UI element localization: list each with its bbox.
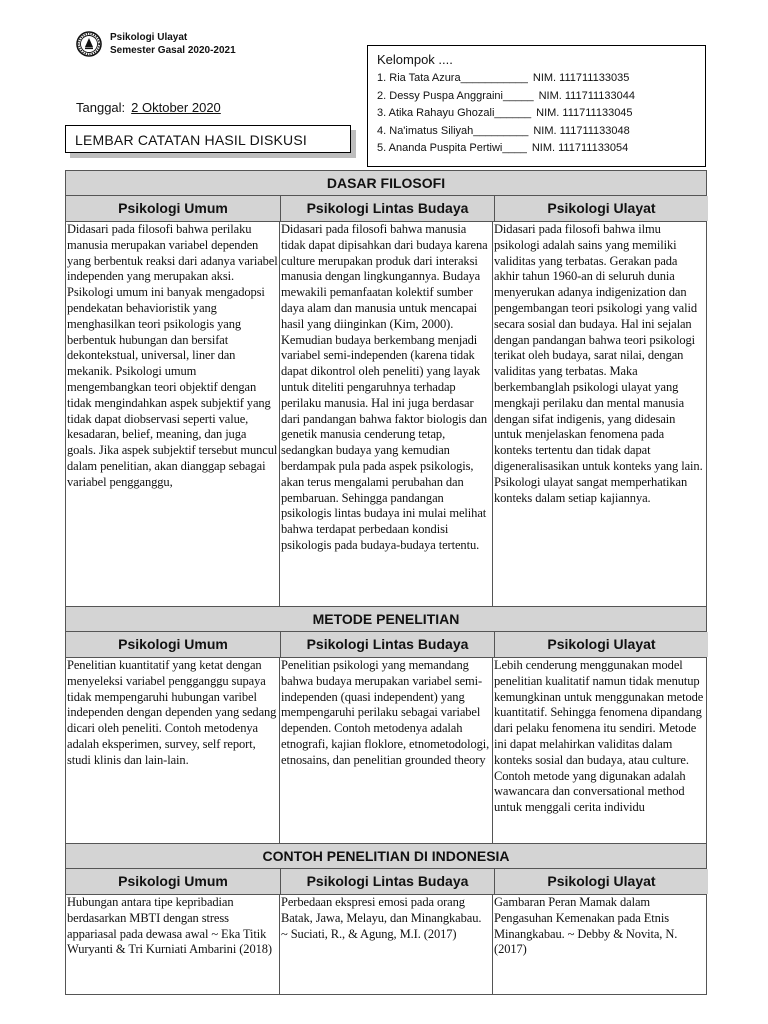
section-title-metode-penelitian: METODE PENELITIAN	[66, 607, 706, 632]
table-row	[66, 895, 706, 994]
date-line	[76, 100, 221, 115]
column-header: Psikologi Lintas Budaya	[281, 869, 495, 894]
member-number: 1.	[377, 72, 387, 84]
table-cell: Lebih cenderung menggunakan model penelitian kualitatif namun tidak menutup kemungkinan untuk menggunakan metode kuantitatif. Sehingga fenomena dipandang dari pelaku fenomena itu sendiri. Metode ini dapat melahirkan validitas dalam konteks sosial dan budaya, atau culture. Contoh metode yang digunakan adalah wawancara dan conversational method untuk menggali cerita individu	[494, 658, 704, 815]
table-row	[66, 658, 706, 844]
member-name: Ananda Puspita Pertiwi____	[388, 142, 527, 154]
column-header: Psikologi Lintas Budaya	[281, 196, 495, 221]
column-header-row	[66, 632, 706, 658]
section-title-dasar-filosofi: DASAR FILOSOFI	[66, 171, 706, 196]
column-header: Psikologi Umum	[66, 632, 281, 657]
column-header-row	[66, 869, 706, 895]
date-value: 2 Oktober 2020	[131, 100, 221, 115]
member-name: Atika Rahayu Ghozali______	[388, 107, 532, 119]
member-row	[377, 105, 705, 123]
document-title: LEMBAR CATATAN HASIL DISKUSI	[65, 125, 351, 153]
member-row	[377, 70, 705, 88]
course-name: Psikologi Ulayat	[110, 32, 188, 43]
member-row	[377, 123, 705, 141]
table-cell: Didasari pada filosofi bahwa perilaku manusia merupakan variabel dependen yang berbentuk reaksi dari adanya variabel independen yang merupakan aksi. Psikologi umum ini banyak mengadopsi pendekatan behavioristik yang menghasilkan teori psikologis yang berbentuk hubungan dan bersifat dekontekstual, universal, liner dan mekanik. Psikologi umum mengembangkan teori objektif dengan tidak mengindahkan aspek subjektif yang tidak dapat diobservasi seperti value, kesadaran, belief, meaning, dan juga goals. Jika aspek subjektif tersebut muncul dalam penelitian, akan dianggap sebagai variabel pengganggu,	[66, 222, 280, 606]
university-seal-icon	[76, 31, 102, 57]
member-name: Dessy Puspa Anggraini_____	[389, 89, 534, 102]
date-label: Tanggal:	[76, 100, 126, 115]
table-cell: Penelitian psikologi yang memandang bahwa budaya merupakan variabel semi-independen (quasi independent) yang mempengaruhi perilaku sebagai variabel dependen. Contoh metodenya adalah etnografi, kajian floklore, etnometodologi, etnosains, dan penelitian grounded theory	[280, 658, 493, 843]
table-cell: Perbedaan ekspresi emosi pada orang Batak, Jawa, Melayu, dan Minangkabau. ~ Suciati, R., & Agung, M.I. (2017)	[280, 895, 493, 994]
table-row	[66, 222, 706, 607]
column-header: Psikologi Umum	[66, 869, 281, 894]
table-cell: Didasari pada filosofi bahwa ilmu psikologi adalah sains yang memiliki validitas yang terbatas. Gerakan pada akhir tahun 1960-an di seluruh dunia menyerukan adanya indigenization dan pengembangan teori psikologi yang valid secara sosial dan budaya. Hal ini sejalan dengan pandangan bahwa teori psikologi terikat oleh budaya, sarat nilai, dengan validitas yang terbatas. Maka berkembanglah psikologi ulayat yang mengkaji perilaku dan mental manusia dengan sifat indigenis, yang didesain untuk menjelaskan fenomena pada konteks tertentu dan tidak dapat digeneralisasikan untuk konteks yang lain. Psikologi ulayat sangat memperhatikan konteks dalam setiap kajiannya.	[494, 222, 703, 505]
table-cell: Hubungan antara tipe kepribadian berdasarkan MBTI dengan stress appariasal pada dewasa awal ~ Eka Titik Wuryanti & Tri Kurniati Ambarini (2018)	[66, 895, 280, 994]
section-title-contoh-penelitian: CONTOH PENELITIAN DI INDONESIA	[66, 844, 706, 869]
column-header-row	[66, 196, 706, 222]
member-row	[377, 88, 705, 106]
column-header: Psikologi Ulayat	[495, 196, 708, 221]
semester-label: Semester Gasal 2020-2021	[110, 45, 236, 56]
member-number: 2.	[377, 89, 387, 102]
table-cell: Gambaran Peran Mamak dalam Pengasuhan Kemenakan pada Etnis Minangkabau. ~ Debby & Novita, N. (2017)	[494, 895, 678, 957]
member-nim: NIM. 111711133035	[532, 72, 630, 84]
member-nim: NIM. 111711133045	[536, 107, 633, 119]
member-row	[377, 140, 705, 158]
table-cell: Didasari pada filosofi bahwa manusia tidak dapat dipisahkan dari budaya karena culture merupakan produk dari interaksi manusia dengan lingkungannya. Budaya mewakili pemanfaatan kolektif sumber daya alam dan manusia untuk mencapai hasil yang diinginkan (Kim, 2000). Kemudian budaya berkembang menjadi variabel semi-independen (karena tidak dapat dikontrol oleh peneliti) yang layak untuk diteliti pengaruhnya terhadap perilaku manusia. Hal ini juga berdasar dari pandangan bahwa faktor biologis dan genetik manusia cenderung tetap, sedangkan budaya yang kemudian berdampak pula pada aspek psikologis, akan terus mengalami perubahan dan pembaruan. Sehingga pandangan psikologis lintas budaya ini mulai melihat bahwa terdapat perbedaan kondisi psikologis pada budaya-budaya tertentu.	[280, 222, 493, 606]
column-header: Psikologi Ulayat	[495, 869, 708, 894]
group-members-box	[367, 45, 706, 167]
member-nim: NIM. 111711133044	[538, 89, 635, 102]
member-nim: NIM. 111711133048	[533, 124, 630, 137]
member-number: 4.	[377, 124, 387, 137]
member-name: Ria Tata Azura___________	[389, 72, 528, 84]
group-title: Kelompok ....	[377, 52, 453, 67]
table-cell: Penelitian kuantitatif yang ketat dengan menyeleksi variabel pengganggu supaya tidak mempengaruhi hubungan varibel independen dengan dependen yang sedang dicari oleh peneliti. Contoh metodenya adalah eksperimen, survey, self report, studi klinis dan lain-lain.	[66, 658, 280, 843]
column-header: Psikologi Lintas Budaya	[281, 632, 495, 657]
member-number: 3.	[377, 107, 387, 119]
institution-header	[110, 31, 236, 57]
column-header: Psikologi Umum	[66, 196, 281, 221]
column-header: Psikologi Ulayat	[495, 632, 708, 657]
member-name: Na'imatus Siliyah_________	[389, 124, 529, 137]
member-nim: NIM. 111711133054	[531, 142, 629, 154]
member-number: 5.	[377, 142, 387, 154]
comparison-table	[65, 170, 707, 995]
